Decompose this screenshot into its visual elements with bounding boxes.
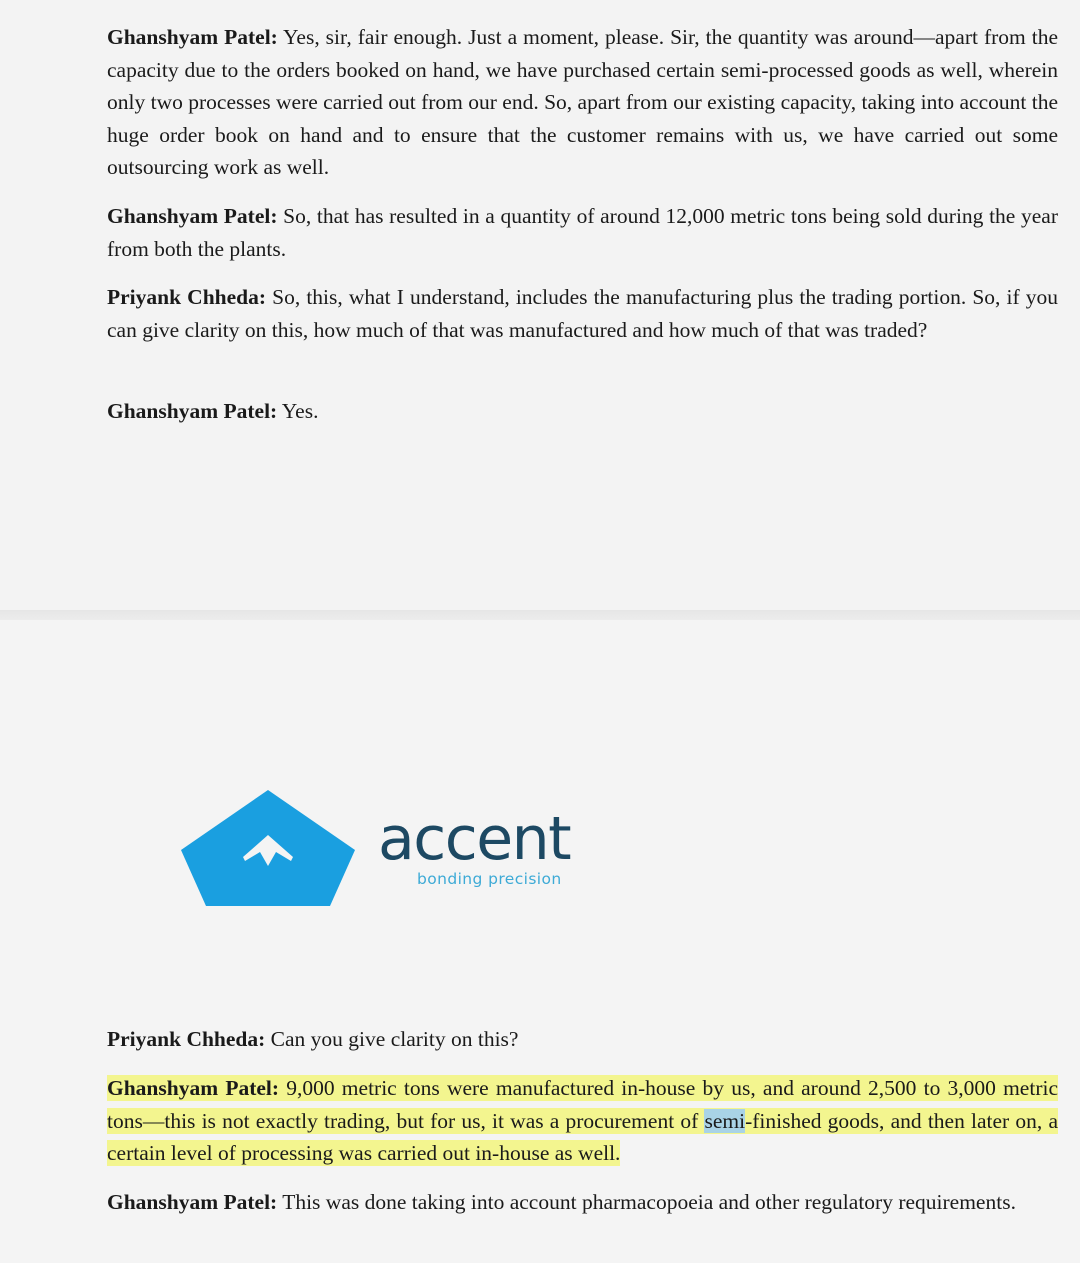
highlight-mark [107,1075,1058,1166]
logo-tagline: bonding precision [417,870,562,888]
paragraph-text: 9,000 metric tons were manufactured in-house by us, and around 2,500 to 3,000 metric tons—this is not exactly trading, but for us, it was a procurement of [107,1076,1059,1133]
paragraph-text: This was done taking into account pharmacopoeia and other regulatory requirements. [277,1190,1016,1214]
transcript-paragraph [107,21,1058,184]
paragraph-text: So, this, what I understand, includes the manufacturing plus the trading portion. So, if you can give clarity on this, how much of that was manufactured and how much of that was traded? [107,285,1059,342]
transcript-paragraph [107,395,1058,428]
speaker-name: Ghanshyam Patel: [107,399,278,423]
speaker-name: Priyank Chheda: [107,285,267,309]
paragraph-text: Yes, sir, fair enough. Just a moment, please. Sir, the quantity was around—apart from the capacity due to the orders booked on hand, we have purchased certain semi-processed goods as well, wherein only two processes were carried out from our end. So, apart from our existing capacity, taking into account the huge order book on hand and to ensure that the customer remains with us, we have carried out some outsourcing work as well. [107,25,1059,179]
paragraph-text: Yes. [277,399,319,423]
transcript-paragraph [107,281,1058,346]
transcript-paragraph [107,200,1058,265]
speaker-name: Ghanshyam Patel: [107,204,278,228]
logo-wordmark: accent [378,804,571,874]
transcript-paragraph [107,1023,1058,1056]
text-selection[interactable]: semi [704,1108,746,1133]
company-logo [181,790,621,910]
speaker-name: Ghanshyam Patel: [107,25,278,49]
highlighted-paragraph[interactable] [107,1072,1058,1170]
speaker-name: Priyank Chheda: [107,1027,266,1051]
accent-logo-mark-icon [181,790,356,908]
speaker-name: Ghanshyam Patel: [107,1190,278,1214]
transcript-paragraph [107,1186,1058,1219]
page-break [0,610,1080,620]
speaker-name: Ghanshyam Patel: [107,1076,280,1100]
paragraph-text: Can you give clarity on this? [265,1027,519,1051]
paragraph-text: So, that has resulted in a quantity of around 12,000 metric tons being sold during the year from both the plants. [107,204,1059,261]
paragraph-text: -finished goods, and then later on, a certain level of processing was carried out in-house as well. [107,1108,1058,1165]
